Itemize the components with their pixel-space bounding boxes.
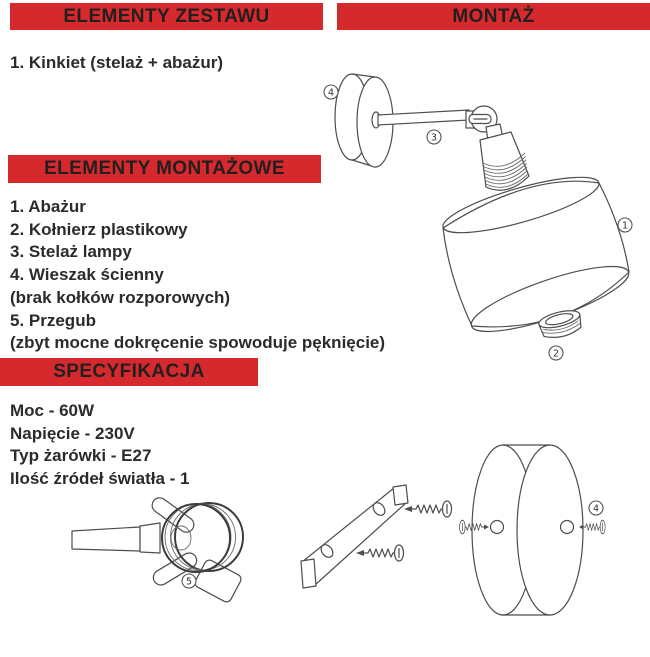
svg-text:2: 2 <box>552 348 560 360</box>
spec-item: Moc - 60W <box>10 401 95 420</box>
svg-text:1: 1 <box>621 220 629 232</box>
section-header-specification-label: SPECYFIKACJA <box>53 361 205 382</box>
svg-text:5: 5 <box>185 576 193 588</box>
svg-text:4: 4 <box>592 503 600 515</box>
kit-item: 1. Kinkiet (stelaż + abażur) <box>10 53 224 72</box>
list-item: (zbyt mocne dokręcenie spowoduje pęknięcie) <box>10 333 386 353</box>
svg-text:3: 3 <box>430 132 438 144</box>
part-label-joint <box>182 574 196 588</box>
list-item: 1. Abażur <box>10 197 86 216</box>
assembled-lamp-diagram <box>324 74 635 360</box>
joint-detail-diagram <box>72 495 243 604</box>
list-item: 3. Stelaż lampy <box>10 242 132 262</box>
section-header-kit-label: ELEMENTY ZESTAWU <box>63 5 270 27</box>
list-item: 2. Kołnierz plastikowy <box>10 219 188 239</box>
spec-item: Napięcie - 230V <box>10 423 135 443</box>
spec-item: Ilość źródeł światła - 1 <box>10 469 190 489</box>
screw <box>404 501 452 517</box>
list-item: (brak kołków rozporowych) <box>10 287 231 307</box>
svg-text:4: 4 <box>327 87 335 99</box>
part-label-arm <box>427 130 441 144</box>
part-label-collar <box>549 346 563 360</box>
part-label-wall-mount <box>324 85 338 99</box>
wall-mount-detail-diagram <box>460 445 606 615</box>
section-header-mounting-elements-label: ELEMENTY MONTAŻOWE <box>44 158 285 179</box>
part-label-wall-mount-detail <box>589 501 603 515</box>
bracket-screws-diagram <box>301 485 452 588</box>
list-item: 4. Wieszak ścienny <box>10 265 164 285</box>
list-item: 5. Przegub <box>10 310 96 330</box>
screw <box>356 545 404 561</box>
section-header-montage-label: MONTAŻ <box>452 5 535 27</box>
spec-item: Typ żarówki - E27 <box>10 446 152 466</box>
part-label-shade <box>618 218 632 232</box>
lamp-socket <box>480 132 529 190</box>
lampshade <box>438 166 634 344</box>
